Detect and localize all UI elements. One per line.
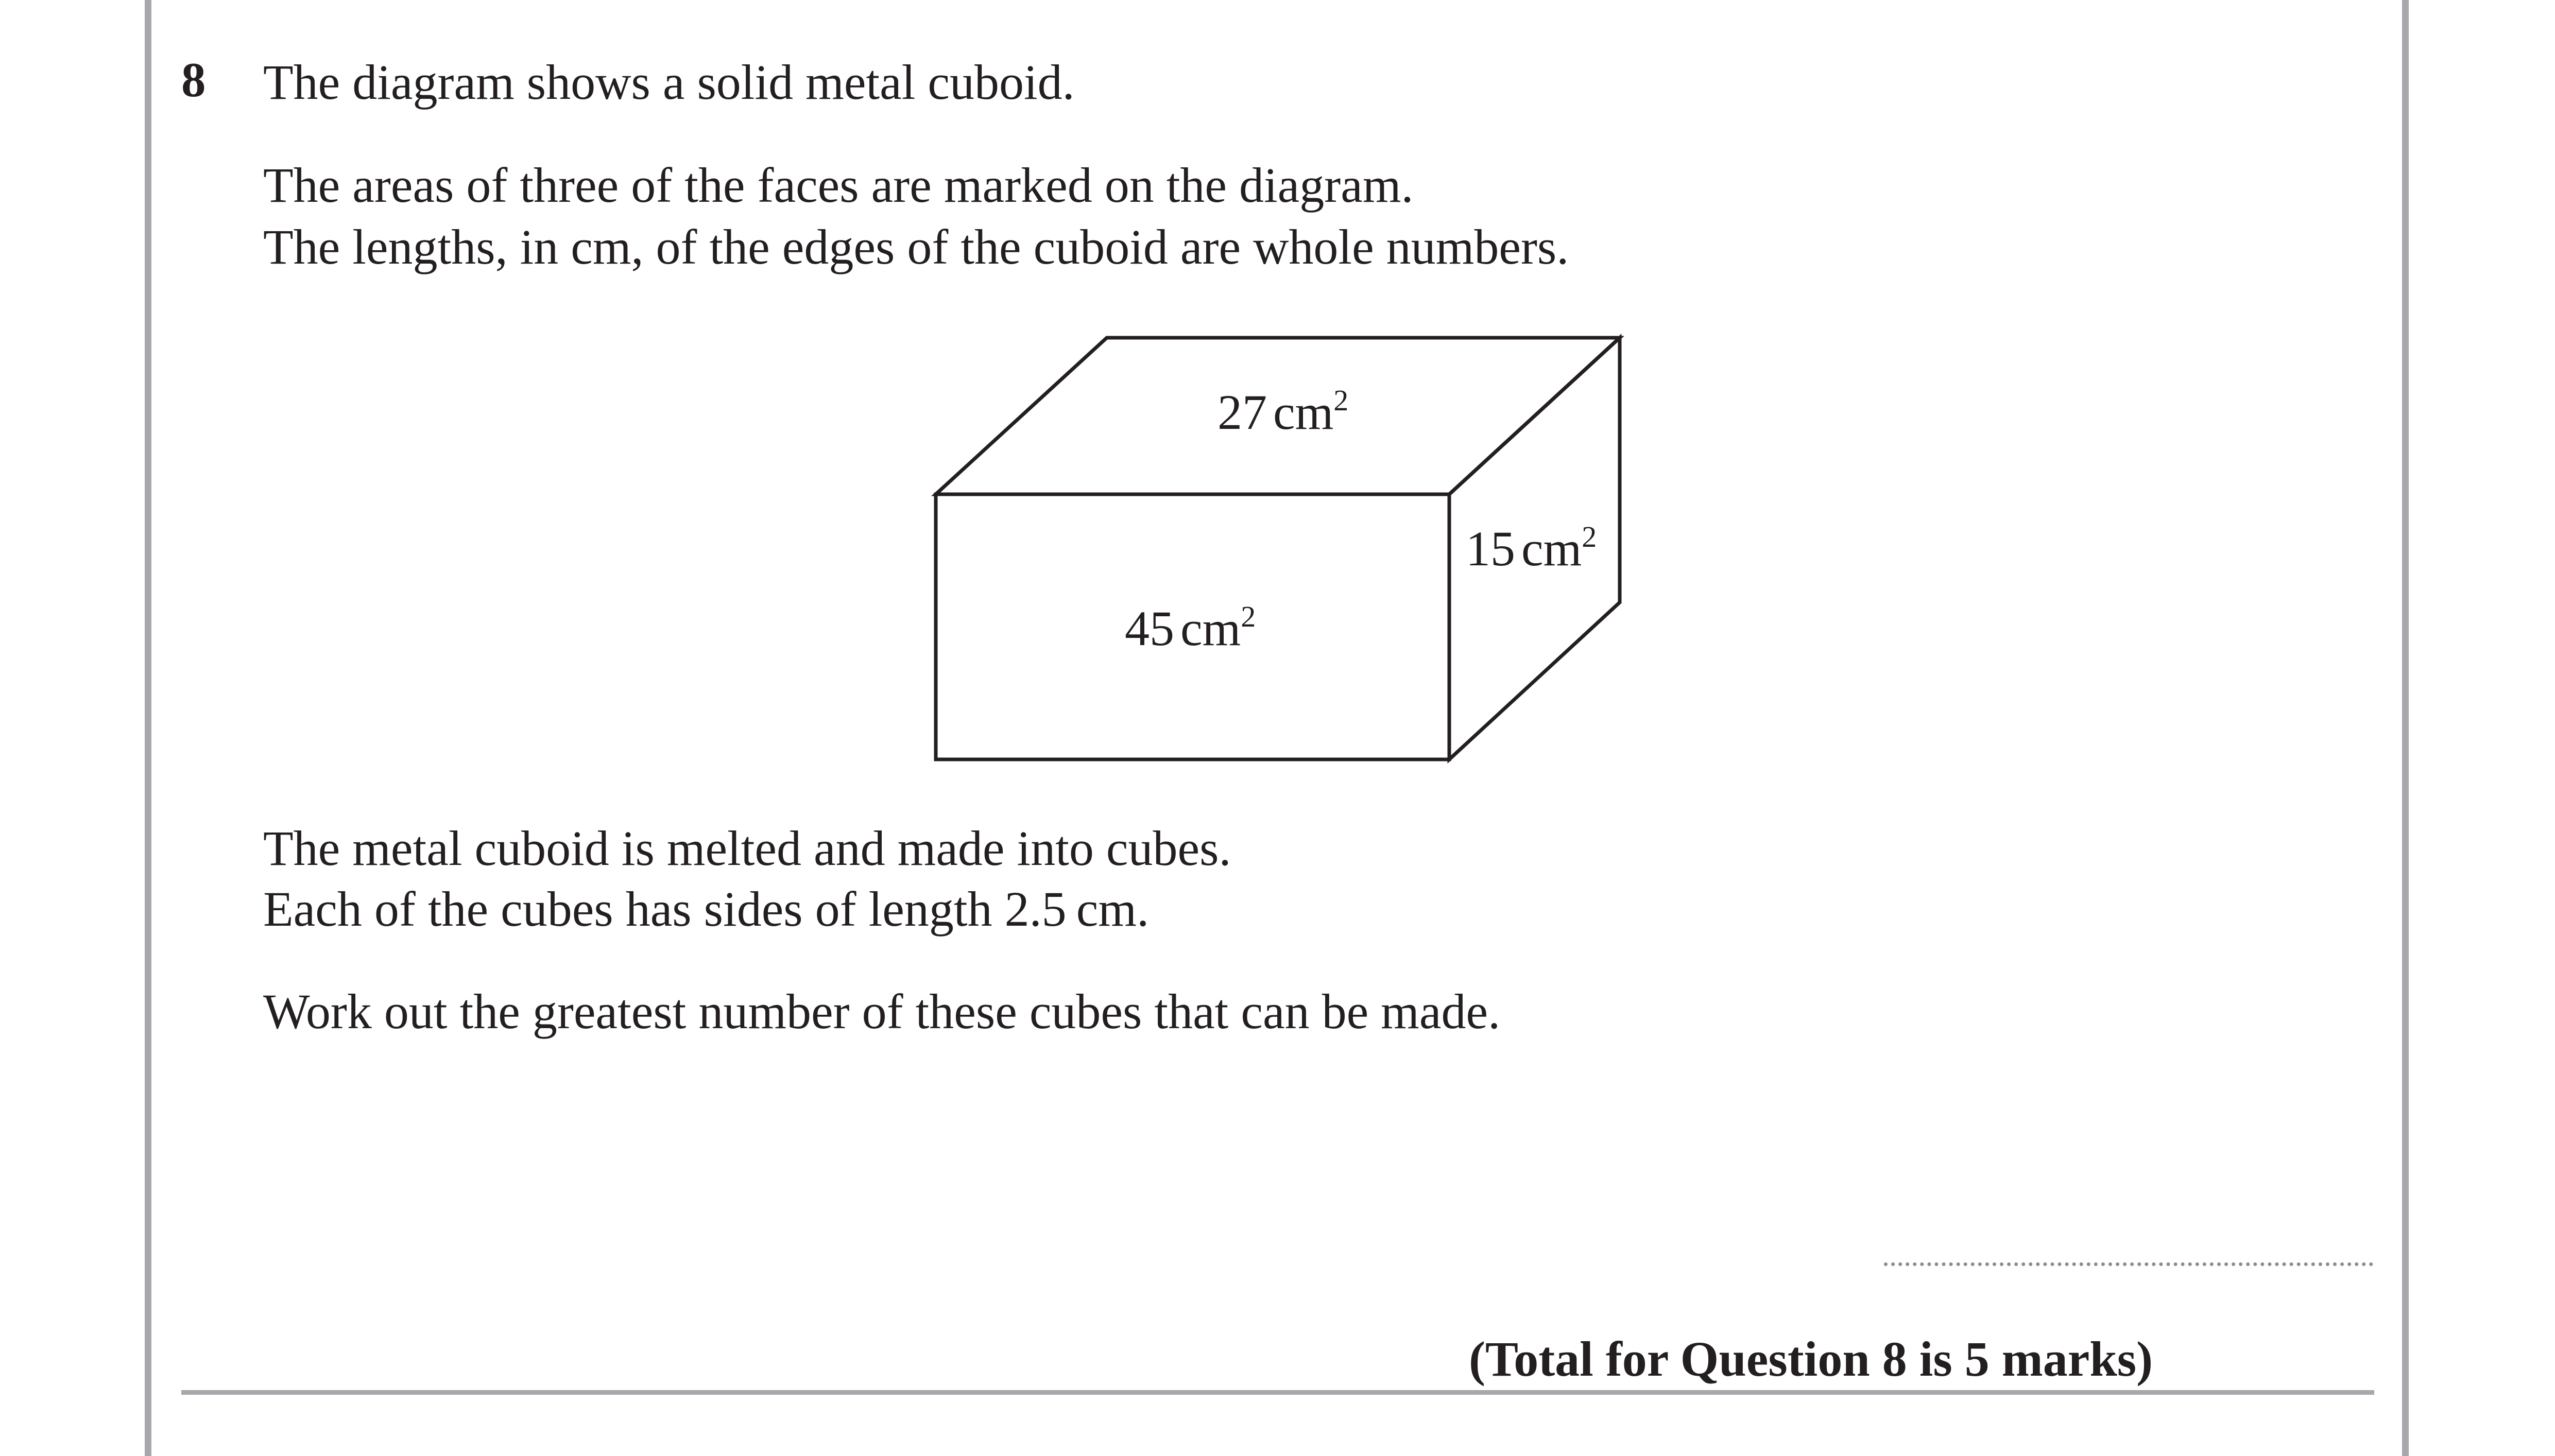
answer-line[interactable]	[1884, 1262, 2373, 1266]
question-info-line-2: The lengths, in cm, of the edges of the cuboid are whole numbers.	[263, 219, 1569, 274]
question-info-line-1: The areas of three of the faces are marked on the diagram.	[263, 158, 1414, 213]
question-task: Work out the greatest number of these cubes that can be made.	[263, 984, 1501, 1039]
side-face-area-label: 15 $cm^2$	[1466, 520, 1597, 576]
question-intro: The diagram shows a solid metal cuboid.	[263, 55, 1075, 110]
question-after-line-1: The metal cuboid is melted and made into cubes.	[263, 821, 1231, 876]
question-after-line-2: Each of the cubes has sides of length 2.5 cm.	[263, 881, 1150, 937]
question-divider	[181, 1390, 2374, 1395]
front-face-area-label: 45 $cm^2$	[1125, 600, 1256, 656]
question-number: 8	[181, 53, 206, 107]
total-marks: (Total for Question 8 is 5 marks)	[1469, 1331, 2153, 1386]
top-face-area-label: 27 $cm^2$	[1218, 384, 1349, 440]
